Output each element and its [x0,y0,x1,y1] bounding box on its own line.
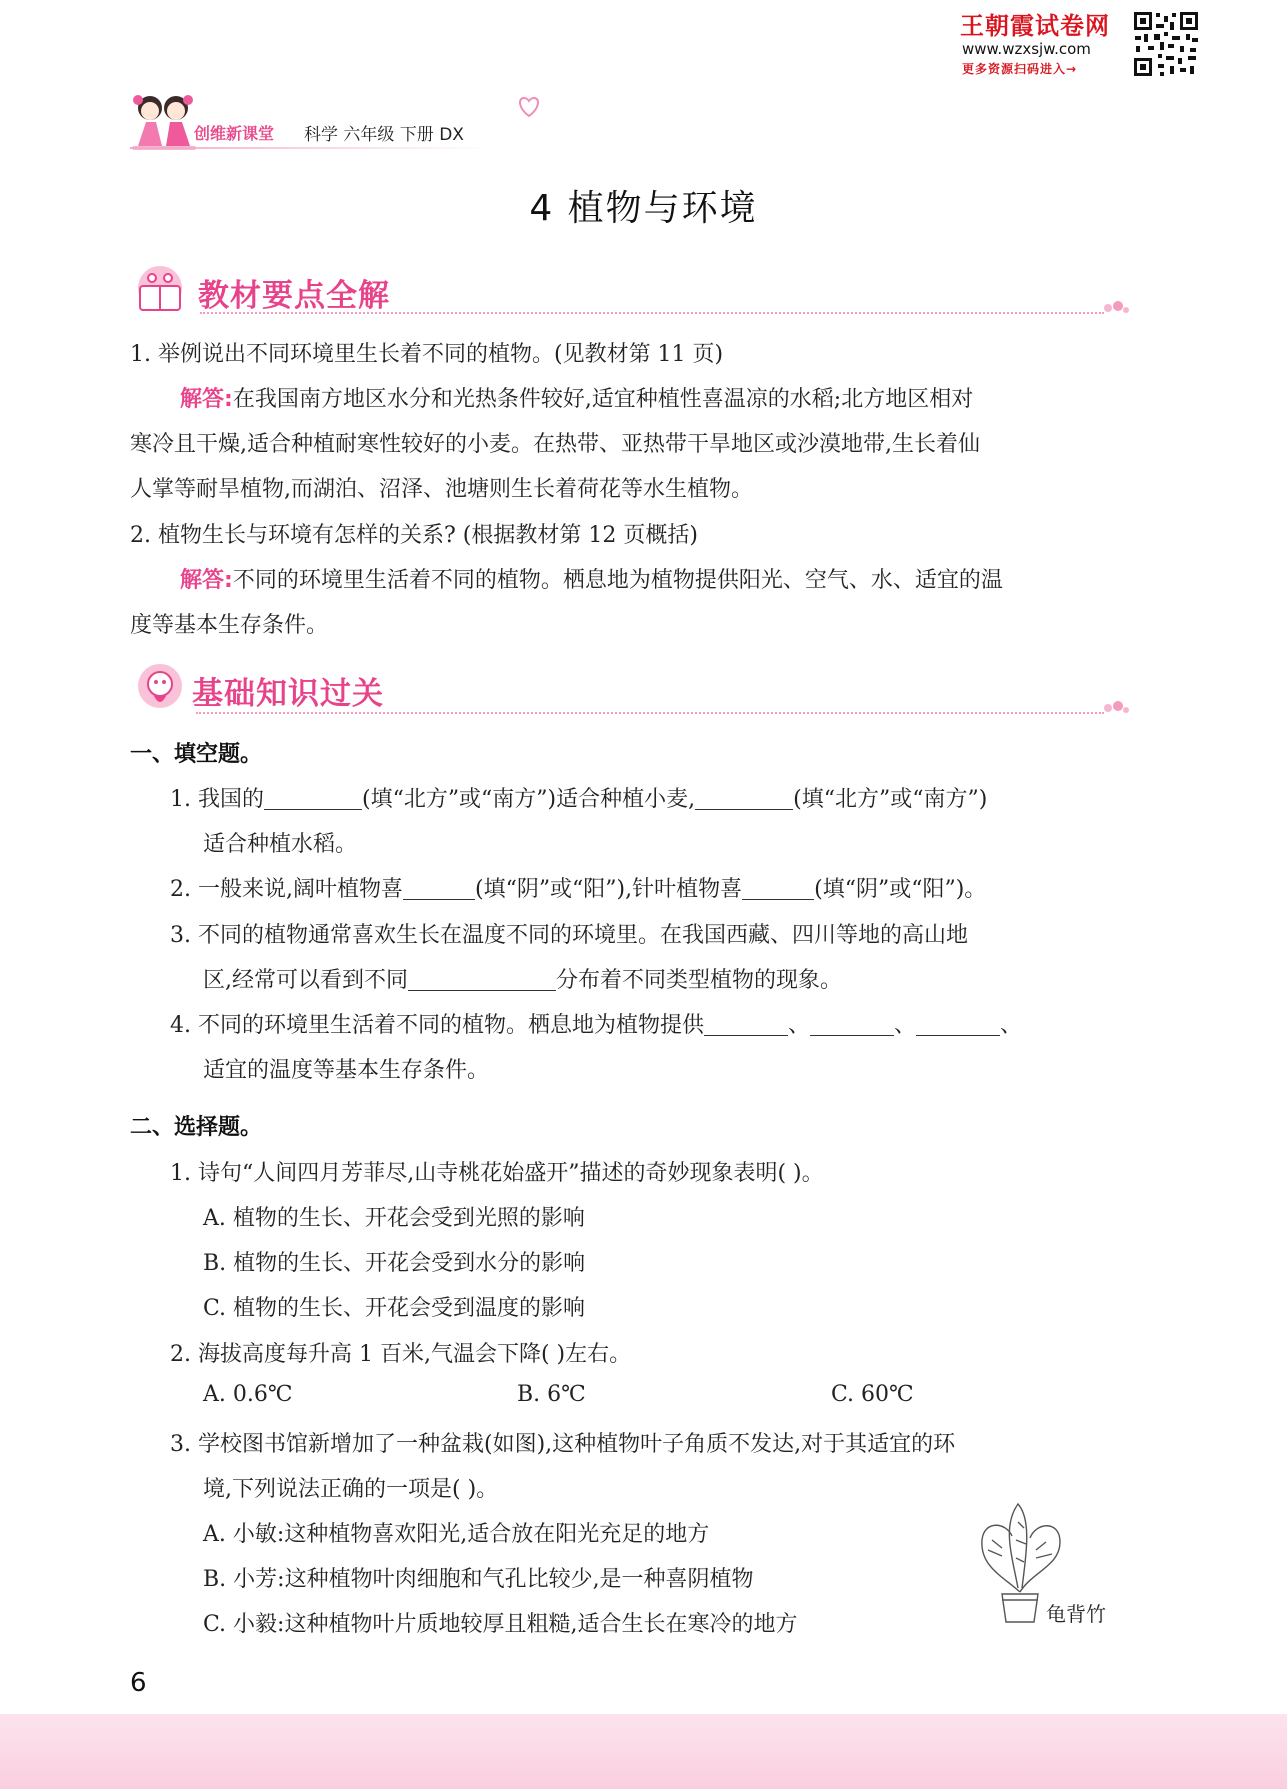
fill-question-3-cont [203,963,842,994]
separator: 、 [788,1013,811,1038]
fill-blank-heading: 一、填空题。 [130,742,263,767]
fill-question-4 [170,1008,1022,1039]
choice-q1-option-b[interactable]: B. 植物的生长、开花会受到水分的影响 [203,1251,586,1276]
answer-blank[interactable] [916,1013,1000,1036]
fill-q3-text: 区,经常可以看到不同 [203,968,408,993]
dots-decoration-icon [1102,700,1130,716]
choice-q1-option-a[interactable]: A. 植物的生长、开花会受到光照的影响 [203,1206,585,1231]
fill-question-2 [170,872,986,903]
heart-decoration-icon [514,90,544,120]
header-info: 科学 六年级 下册 DX [304,125,464,145]
choice-q2-option-c[interactable]: C. 60℃ [831,1382,914,1407]
fill-q2-text: (填“阴”或“阳”),针叶植物喜 [474,877,743,902]
section-divider [200,312,1104,314]
answer-2-text: 不同的环境里生活着不同的植物。栖息地为植物提供阳光、空气、水、适宜的温 [232,568,1003,593]
fill-q1-text: 1. 我国的 [170,787,264,812]
fill-q4-text: 4. 不同的环境里生活着不同的植物。栖息地为植物提供 [170,1013,704,1038]
choice-q3-option-c[interactable]: C. 小毅:这种植物叶片质地较厚且粗糙,适合生长在寒冷的地方 [203,1612,798,1637]
section-title-basic-knowledge: 基础知识过关 [192,676,384,712]
separator: 、 [894,1013,917,1038]
fill-question-1 [170,782,987,813]
answer-label: 解答: [180,387,233,412]
choice-q2-option-a[interactable]: A. 0.6℃ [203,1382,293,1407]
header-divider [130,147,490,149]
choice-heading: 二、选择题。 [130,1115,263,1140]
choice-q2-option-b[interactable]: B. 6℃ [517,1382,586,1407]
choice-question-1: 1. 诗句“人间四月芳菲尽,山寺桃花始盛开”描述的奇妙现象表明( )。 [170,1161,824,1186]
answer-2-line-2: 度等基本生存条件。 [130,613,329,638]
question-2: 2. 植物生长与环境有怎样的关系? (根据教材第 12 页概括) [130,523,698,548]
fill-q1-text: (填“北方”或“南方”) [793,787,988,812]
separator: 、 [1000,1013,1023,1038]
choice-q1-option-c[interactable]: C. 植物的生长、开花会受到温度的影响 [203,1296,586,1321]
footer-band [0,1714,1287,1789]
answer-1-line-1 [180,382,973,413]
fill-q1-text: (填“北方”或“南方”)适合种植小麦, [361,787,696,812]
dots-decoration-icon [1102,300,1130,316]
choice-question-3: 3. 学校图书馆新增加了一种盆栽(如图),这种植物叶子角质不发达,对于其适宜的环 [170,1432,956,1457]
answer-2-line-1 [180,563,1003,594]
answer-blank[interactable] [695,787,793,810]
choice-question-3-cont: 境,下列说法正确的一项是( )。 [203,1477,499,1502]
thinking-mascot-icon [130,662,188,714]
answer-blank[interactable] [264,787,362,810]
page-title: 4 植物与环境 [529,188,758,229]
answer-blank[interactable] [408,968,556,991]
fill-question-4-cont: 适宜的温度等基本生存条件。 [203,1058,490,1083]
answer-1-line-2: 寒冷且干燥,适合种植耐寒性较好的小麦。在热带、亚热带干旱地区或沙漠地带,生长着仙 [130,432,980,457]
answer-blank[interactable] [810,1013,894,1036]
answer-1-text: 在我国南方地区水分和光热条件较好,适宜种植性喜温凉的水稻;北方地区相对 [232,387,974,412]
fill-q3-text: 分布着不同类型植物的现象。 [556,968,843,993]
section-title-textbook-points: 教材要点全解 [198,278,390,314]
book-mascot-icon [130,264,188,316]
page-number: 6 [130,1668,147,1698]
watermark-title: 王朝霞试卷网 [960,12,1110,40]
answer-blank[interactable] [704,1013,788,1036]
question-1: 1. 举例说出不同环境里生长着不同的植物。(见教材第 11 页) [130,342,724,367]
header-kids-icon [126,88,202,154]
answer-1-line-3: 人掌等耐旱植物,而湖泊、沼泽、池塘则生长着荷花等水生植物。 [130,477,753,502]
choice-q3-option-b[interactable]: B. 小芳:这种植物叶肉细胞和气孔比较少,是一种喜阴植物 [203,1567,754,1592]
fill-q2-text: (填“阴”或“阳”)。 [814,877,987,902]
answer-blank[interactable] [403,877,475,900]
choice-q3-option-a[interactable]: A. 小敏:这种植物喜欢阳光,适合放在阳光充足的地方 [203,1522,710,1547]
fill-question-3: 3. 不同的植物通常喜欢生长在温度不同的环境里。在我国西藏、四川等地的高山地 [170,923,968,948]
watermark-url: www.wzxsjw.com [962,40,1091,58]
answer-blank[interactable] [742,877,814,900]
qr-code-icon[interactable] [1132,10,1200,78]
fill-q2-text: 2. 一般来说,阔叶植物喜 [170,877,403,902]
section-divider [196,712,1104,714]
plant-label: 龟背竹 [1046,1602,1106,1626]
watermark-note: 更多资源扫码进入→ [962,62,1078,76]
fill-question-1-cont: 适合种植水稻。 [203,832,358,857]
brand-label: 创维新课堂 [194,124,275,143]
choice-question-2: 2. 海拔高度每升高 1 百米,气温会下降( )左右。 [170,1342,632,1367]
answer-label: 解答: [180,568,233,593]
